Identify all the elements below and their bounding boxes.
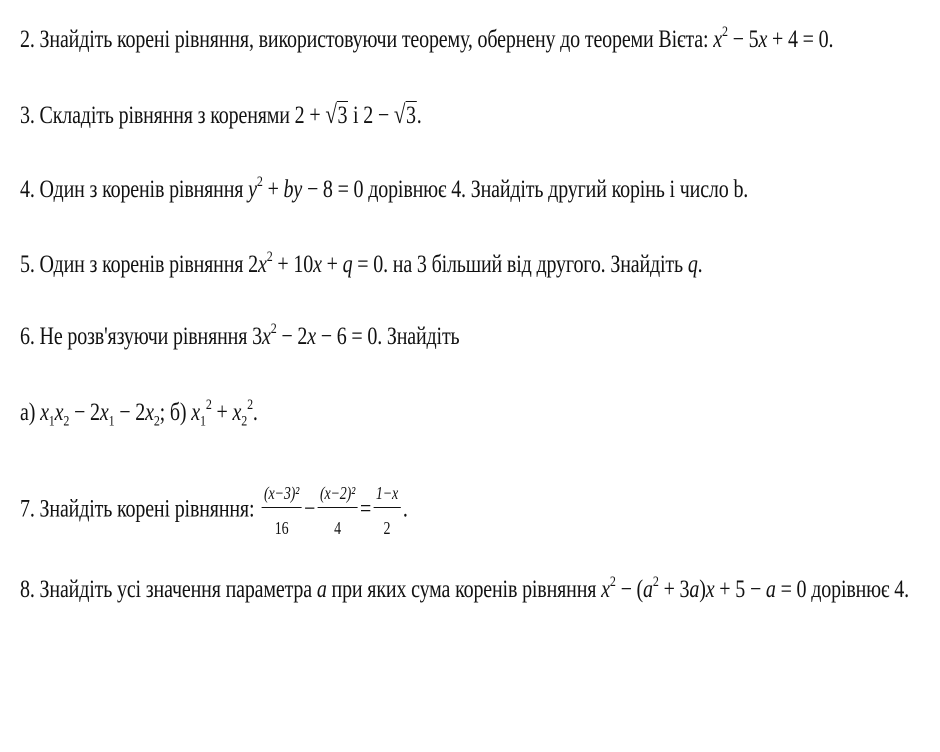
problem-5-text-2: на 3 більший від другого. Знайдіть: [392, 251, 683, 278]
problem-7-number: 7.: [20, 495, 35, 523]
fraction-3: [373, 483, 400, 538]
fraction-3-numerator: 1−x: [373, 483, 400, 508]
problem-8-text-3: дорівнює 4.: [811, 576, 909, 603]
problem-5-text: Один з коренів рівняння: [39, 251, 244, 278]
problem-4-number: 4.: [20, 176, 35, 203]
problem-5-number: 5.: [20, 251, 35, 278]
problem-4-equation: $y^2$ + by − 8 = 0: [248, 173, 364, 203]
problem-2-equation: $x^2 - 5x + 4 = 0$.: [713, 23, 834, 53]
problem-8-text: Знайдіть усі значення параметра: [39, 576, 312, 603]
square-root: √3: [325, 100, 348, 129]
problem-7-text: Знайдіть корені рівняння:: [39, 495, 255, 523]
item-b-label: ; б): [159, 399, 192, 426]
problem-3: [20, 100, 422, 131]
problem-2-number: 2.: [20, 26, 35, 53]
problem-3-number: 3.: [20, 102, 35, 129]
fraction-2-denominator: 4: [334, 518, 341, 539]
equals-sign: =: [359, 495, 372, 523]
problem-4-text-2: дорівнює 4. Знайдіть другий корінь і число b.: [368, 176, 749, 203]
problem-6: [20, 322, 460, 352]
problem-2-text: Знайдіть корені рівняння, використовуючи теорему, обернену до теореми Вієта:: [39, 26, 709, 53]
fraction-2-numerator: (x−2)²: [318, 483, 358, 508]
fraction-3-denominator: 2: [383, 518, 391, 539]
problem-8-equation: $x^2 - (a^2 + 3a)x + 5 - a = 0$: [601, 573, 807, 603]
fraction-1-denominator: 16: [274, 518, 289, 539]
fraction-1-numerator: (x−3)²: [262, 483, 302, 508]
problem-5-variable: q: [687, 251, 698, 278]
problem-3-text: Складіть рівняння з коренями: [39, 102, 290, 129]
problem-8-number: 8.: [20, 576, 35, 603]
fraction-1: [262, 483, 302, 538]
problem-8-parameter: a: [316, 576, 327, 603]
problem-6-number: 6.: [20, 323, 35, 350]
problem-2: [20, 25, 833, 55]
fraction-2: [318, 483, 358, 538]
problem-5: 5. Один з коренів рівняння $2x^2 + 10x + q = 0$. на 3 більший від другого. Знайдіть q.: [20, 248, 703, 278]
problem-5-equation: $2x^2 + 10x + q = 0$.: [248, 248, 388, 278]
item-a-label: а): [20, 399, 41, 426]
square-root: √3: [393, 100, 416, 129]
problem-4: [20, 175, 748, 205]
problem-3-roots: 2 + √3 і 2 − √3.: [294, 100, 422, 129]
item-a-expression: $x_1x_2 - 2x_1 - 2x_2$: [40, 399, 160, 430]
item-b-expression: $x_1^2 + x_2^2$.: [191, 396, 258, 430]
problem-8: [20, 575, 909, 605]
problem-4-text: Один з коренів рівняння: [39, 176, 244, 203]
problem-6-items: [20, 398, 258, 428]
problem-6-text: Не розв'язуючи рівняння: [39, 323, 248, 350]
problem-6-equation: $3x^2 - 2x - 6 = 0$. Знайдіть: [252, 320, 460, 350]
problem-8-text-2: при яких сума коренів рівняння: [331, 576, 597, 603]
minus-sign: −: [304, 495, 316, 523]
problem-7: 7. Знайдіть корені рівняння: $\frac{\text{(x−3)²}}{16}$ − $\frac{\text{(x−2)²}}{4}$ = $\frac{1-x}{2}$ .: [20, 483, 408, 539]
